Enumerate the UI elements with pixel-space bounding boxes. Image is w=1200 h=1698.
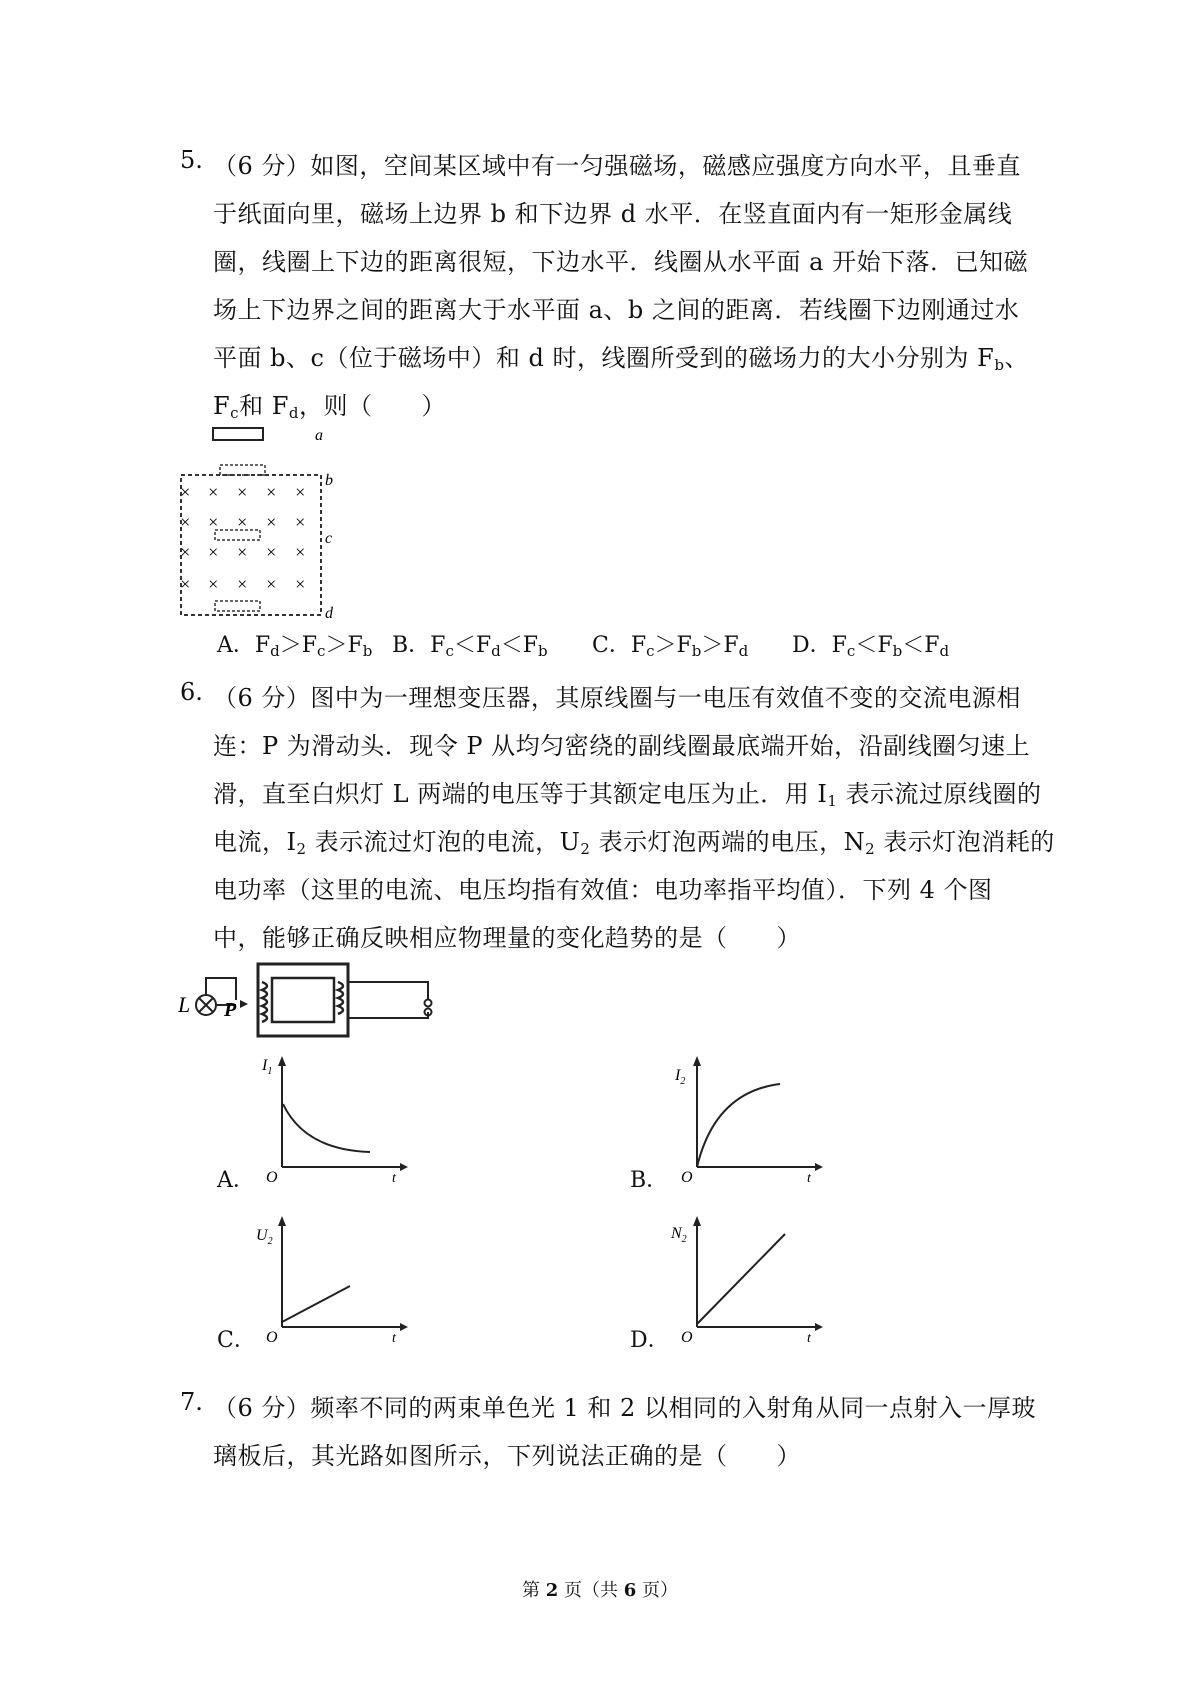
coil-at-a (213, 428, 263, 440)
field-cross-2-3: × (265, 542, 278, 562)
curve-decreasing (283, 1104, 370, 1152)
q5-line-3: 圈，线圈上下边的距离很短，下边水平．线圈从水平面 a 开始下落．已知磁 (213, 248, 1029, 276)
field-cross-1-1: × (207, 512, 220, 532)
svg-text:I2: $I_2$ (675, 1067, 686, 1087)
svg-text:t: t (807, 1331, 811, 1342)
svg-text:O: O (266, 1169, 278, 1182)
q5-line-4: 场上下边界之间的距离大于水平面 a、b 之间的距离．若线圈下边刚通过水 (213, 296, 1020, 324)
field-cross-1-4: × (294, 512, 307, 532)
q6-line-5: 电功率（这里的电流、电压均指有效值：电功率指平均值）．下列 4 个图 (213, 876, 993, 904)
graph-b-i2[interactable] (665, 1052, 825, 1182)
field-cross-2-2: × (236, 542, 249, 562)
field-cross-2-4: × (294, 542, 307, 562)
svg-text:U2: $U_2$ (256, 1227, 273, 1247)
svg-text:I1: $I_1$ (262, 1057, 273, 1077)
svg-text:t: t (807, 1171, 811, 1182)
graph-c-u2[interactable] (250, 1212, 410, 1342)
q6-option-c-label[interactable]: C． (217, 1328, 256, 1353)
field-cross-0-2: × (236, 482, 249, 502)
question-5-number: 5. (180, 146, 203, 174)
svg-text:t: t (392, 1331, 396, 1342)
q6-option-a-label[interactable]: A． (217, 1168, 255, 1193)
svg-text:O: O (681, 1329, 693, 1342)
q6-option-d-label[interactable]: D． (630, 1328, 670, 1353)
q6-line-3: 滑，直至白炽灯 L 两端的电压等于其额定电压为止．用 $I_1$ 表示流过原线圈的 (213, 780, 1042, 810)
graph-d-n2[interactable] (665, 1212, 825, 1342)
q5-option-c[interactable]: C．$F_c>F_b>F_d$ (592, 633, 749, 660)
q6-line-2: 连：P 为滑动头．现令 P 从均匀密绕的副线圈最底端开始，沿副线圈匀速上 (213, 732, 1031, 760)
q5-option-a[interactable]: A．$F_d>F_c>F_b$ (217, 633, 373, 660)
question-7-number: 7. (180, 1388, 203, 1416)
q5-line-6: $F_c$和 $F_d$，则（ ） (213, 392, 446, 422)
field-cross-1-2: × (236, 512, 249, 532)
coil-at-d (215, 601, 260, 611)
field-cross-2-0: × (179, 542, 192, 562)
field-cross-0-3: × (265, 482, 278, 502)
graph-a-i1[interactable] (250, 1052, 410, 1182)
field-cross-0-4: × (294, 482, 307, 502)
q6-option-b-label[interactable]: B． (630, 1168, 669, 1193)
q5-line-1: （6 分）如图，空间某区域中有一匀强磁场，磁感应强度方向水平，且垂直 (213, 152, 1021, 180)
q7-line-2: 璃板后，其光路如图所示，下列说法正确的是（ ） (213, 1442, 801, 1470)
field-cross-1-0: × (179, 512, 192, 532)
lamp-label: L (178, 992, 191, 1017)
field-cross-3-2: × (236, 574, 249, 594)
secondary-coil (262, 982, 267, 1022)
slider-label: P (224, 999, 237, 1021)
q6-line-6: 中，能够正确反映相应物理量的变化趋势的是（ ） (213, 924, 801, 952)
field-cross-3-4: × (294, 574, 307, 594)
svg-text:O: O (266, 1329, 278, 1342)
q6-line-4: 电流，$I_2$ 表示流过灯泡的电流，$U_2$ 表示灯泡两端的电压，$N_2$ 表示灯泡消耗的 (213, 828, 1055, 858)
q5-line-2: 于纸面向里，磁场上边界 b 和下边界 d 水平．在竖直面内有一矩形金属线 (213, 200, 1013, 228)
magnetic-field-figure (175, 425, 375, 620)
q7-line-1: （6 分）频率不同的两束单色光 1 和 2 以相同的入射角从同一点射入一厚玻 (213, 1394, 1036, 1422)
q5-option-d[interactable]: D．$F_c<F_b<F_d$ (792, 633, 950, 660)
svg-text:t: t (392, 1171, 396, 1182)
ac-terminal-top (425, 1000, 432, 1007)
slider-arrow-icon (240, 1000, 248, 1008)
field-cross-0-0: × (179, 482, 192, 502)
curve-increasing-saturating (697, 1084, 780, 1167)
total-pages: 6 (623, 1580, 637, 1601)
line-linear-slow (282, 1286, 350, 1322)
page-footer: 第 2 页（共 6 页） (522, 1580, 678, 1601)
q5-option-b[interactable]: B．$F_c<F_d<F_b$ (392, 633, 548, 660)
primary-coil (338, 982, 343, 1014)
question-6-number: 6. (180, 678, 203, 706)
transformer-circuit-figure (178, 960, 448, 1038)
label-d: d (325, 605, 333, 620)
field-crosses (179, 482, 306, 594)
field-cross-3-3: × (265, 574, 278, 594)
q6-line-1: （6 分）图中为一理想变压器，其原线圈与一电压有效值不变的交流电源相 (213, 684, 1021, 712)
field-cross-2-1: × (207, 542, 220, 562)
current-page-number: 2 (545, 1580, 559, 1601)
label-a: a (315, 427, 323, 444)
q5-line-5: 平面 b、c（位于磁场中）和 d 时，线圈所受到的磁场力的大小分别为 $F_b$、 (213, 344, 1029, 374)
label-c: c (325, 530, 333, 547)
field-cross-1-3: × (265, 512, 278, 532)
label-b: b (325, 472, 333, 489)
q5-options (217, 628, 949, 659)
field-cross-0-1: × (207, 482, 220, 502)
line-linear-steep (697, 1234, 785, 1324)
coil-at-b (220, 465, 265, 475)
field-cross-3-0: × (179, 574, 192, 594)
field-cross-3-1: × (207, 574, 220, 594)
svg-text:N2: $N_2$ (671, 1225, 687, 1245)
svg-text:O: O (681, 1169, 693, 1182)
